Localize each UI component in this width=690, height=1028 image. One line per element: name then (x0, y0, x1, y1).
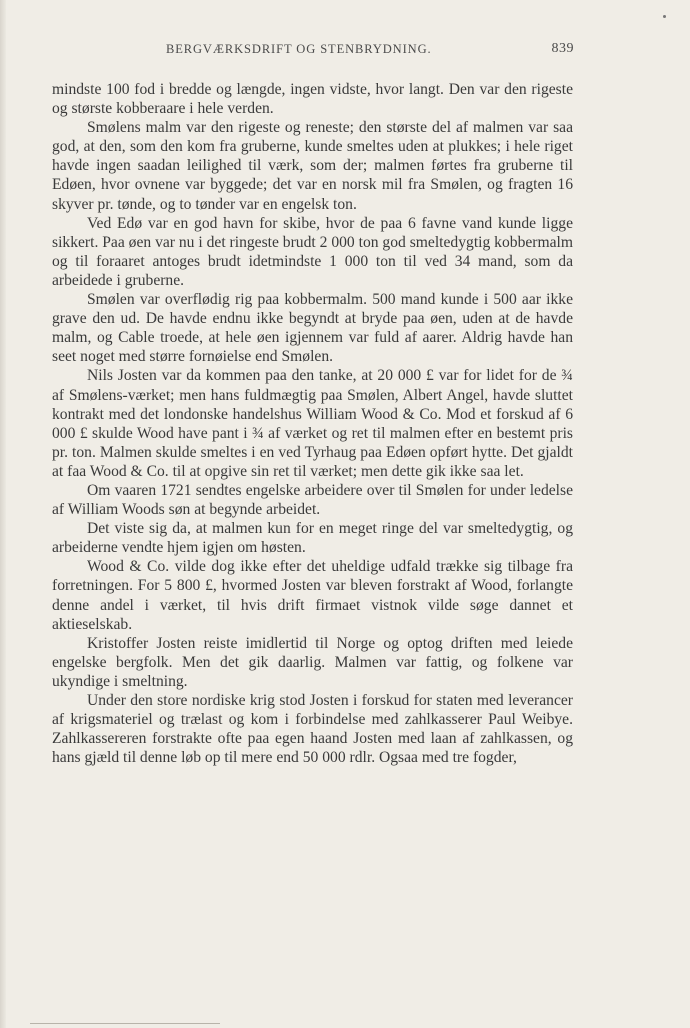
corner-mark (663, 15, 666, 18)
paragraph: Kristoffer Josten reiste imidlertid til Norge og optog driften med leiede engelske bergfolk. Men det gik daarlig. Malmen var fattig, og folkene var ukyndige i smeltning. (52, 634, 573, 690)
paragraph: Om vaaren 1721 sendtes engelske arbeidere over til Smølen for under ledelse af William Woods søn at begynde arbeidet. (52, 481, 573, 519)
paragraph: Det viste sig da, at malmen kun for en meget ringe del var smeltedygtig, og arbeiderne vendte hjem igjen om høsten. (52, 520, 573, 557)
paragraph: Ved Edø var en god havn for skibe, hvor de paa 6 favne vand kunde ligge sikkert. Paa øen var nu i det ringeste brudt 2 000 ton god smeltedygtig kobbermalm og til foraaret antoges brudt idetmindste 1 000 ton til ved 34 mand, som da arbeidede i gruberne. (52, 214, 573, 289)
paragraph: Wood & Co. vilde dog ikke efter det uheldige udfald trække sig tilbage fra forretningen. For 5 800 £, hvormed Josten var bleven forstrakt af Wood, forlangte denne andel i værket, til hvis drift firmaet vistnok vilde søge dannet et aktieselskab. (52, 558, 573, 633)
page-number: 839 (551, 41, 574, 56)
paragraph: Smølen var overflødig rig paa kobbermalm. 500 mand kunde i 500 aar ikke grave den ud. De havde endnu ikke begyndt at bryde paa øen, uden at de havde malm, og Cable troede, at hele øen igjennem var fuld af aarer. Aldrig havde han seet noget med større fornøielse end Smølen. (52, 291, 573, 366)
page-edge (0, 0, 6, 1028)
running-title: BERGVÆRKSDRIFT OG STENBRYDNING. (166, 42, 432, 56)
paragraph: Under den store nordiske krig stod Josten i forskud for staten med leverancer af krigsmateriel og trælast og kom i forbindelse med zahlkasserer Paul Weibye. Zahlkassereren forstrakte ofte paa egen haand Josten med laan af zahlkassen, og hans gjæld til denne løb op til mere end 50 000 rdlr. Ogsaa med tre fogder, (52, 692, 573, 767)
paragraph: Nils Josten var da kommen paa den tanke, at 20 000 £ var for lidet for de ¾ af Smølens-værket; men hans fuldmægtig paa Smølen, Albert Angel, havde sluttet kontrakt med det londonske handelshus William Wood & Co. Mod et forskud af 6 000 £ skulde Wood have pant i ¾ af værket og ret til malmen efter en bestemt pris pr. ton. Malmen skulde smeltes i en ved Tyrhaug paa Edøen opført hytte. Det gjaldt at faa Wood & Co. til at opgive sin ret til værket; men dette gik ikke saa let. (52, 367, 573, 480)
bottom-rule (30, 1023, 220, 1024)
paragraph-continued: mindste 100 fod i bredde og længde, ingen vidste, hvor langt. Den var den rigeste og største kobberaare i hele verden. (52, 81, 573, 118)
body-text (52, 80, 573, 767)
paragraph: Smølens malm var den rigeste og reneste; den største del af malmen var saa god, at den, som den kom fra gruberne, kunde smeltes uden at plukkes; i hele riget havde ingen saadan leilighed til værk, som der; malmen førtes fra gruberne til Edøen, hvor ovnene var byggede; det var en norsk mil fra Smølen, og fragten 16 skyver pr. tønde, og to tønder var en engelsk ton. (52, 119, 573, 213)
